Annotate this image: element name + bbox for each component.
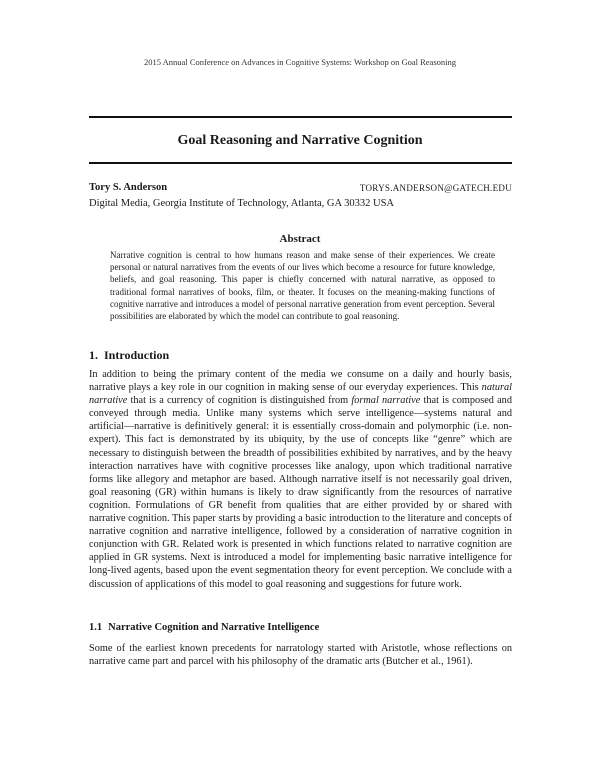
intro-emphasis-natural-narrative: natural narrative — [89, 382, 512, 407]
author-name: Tory S. Anderson — [89, 182, 168, 193]
subsection-paragraph: Some of the earliest known precedents for narratology started with Aristotle, whose reflections on narrative came part and parcel with his philosophy of the dramatic arts (Butcher et al., 1961). — [89, 643, 512, 668]
running-header: 2015 Annual Conference on Advances in Cognitive Systems: Workshop on Goal Reasoning — [144, 57, 456, 67]
section-number: 1. — [89, 348, 98, 362]
introduction-paragraph — [89, 368, 512, 591]
subsection-number: 1.1 — [89, 622, 103, 633]
author-email[interactable]: TORYS.ANDERSON@GATECH.EDU — [359, 183, 512, 193]
title-rule-top — [89, 116, 512, 118]
paper-title: Goal Reasoning and Narrative Cognition — [177, 133, 423, 148]
subsection-title: Narrative Cognition and Narrative Intelligence — [108, 622, 320, 633]
section-heading-introduction — [89, 348, 169, 363]
intro-text-part-a: In addition to being the primary content of the media we consume on a daily and hourly basis, narrative plays a key role in our cognition in making sense of our everyday experiences. This — [89, 369, 512, 394]
title-rule-bottom — [89, 162, 512, 164]
intro-text-part-b: that is a currency of cognition is distinguished from — [127, 395, 352, 407]
author-row — [89, 182, 512, 193]
subsection-heading-narrative-cognition — [89, 622, 319, 633]
intro-emphasis-formal-narrative: formal narrative — [351, 395, 421, 407]
section-title: Introduction — [104, 348, 170, 362]
abstract-text: Narrative cognition is central to how humans reason and make sense of their experiences. We create personal or natural narratives from the events of our lives which become a resource for future knowledge, beliefs, and goal reasoning. This paper is chiefly concerned with natural narrative, as opposed to traditional formal narratives of books, film, or theater. It focuses on the meaning-making functions of cognitive narrative and introduces a model of personal narrative generation from event perception. Several possibilities are elaborated by which the model can contribute to goal reasoning. — [110, 250, 495, 322]
abstract-heading: Abstract — [279, 233, 321, 245]
intro-text-part-c: that is composed and conveyed through media. Unlike many systems which serve intelligence—systems natural and artificial—narrative is definitively general: it is essentially cross-domain and polymorphic (i.e. non-expert). This fact is demonstrated by its ubiquity, by the use of concepts like “genre” which are necessary to distinguish between the breadth of possibilities exhibited by narratives, and by the heavy interaction narratives have with cognitive processes like analogy, upon which traditional narrative forms like allegory and metaphor are based. Although narrative itself is not necessarily goal driven, goal reasoning (GR) within humans is likely to draw significantly from the resources of narrative cognition. Formulations of GR benefit from qualities that are either provided by or shared with narrative cognition. This paper starts by providing a basic introduction to the literature and concepts of narrative cognition and narrative intelligence, followed by a consideration of narrative cognition in conjunction with GR. Related work is presented in which functions related to narrative cognition are applied in GR systems. Next is introduced a model for implementing basic narrative intelligence for long-lived agents, based upon the event segmentation theory for event perception. We conclude with a discussion of applications of this model to goal reasoning and suggestions for future work. — [89, 395, 513, 590]
author-affiliation: Digital Media, Georgia Institute of Technology, Atlanta, GA 30332 USA — [89, 198, 394, 209]
